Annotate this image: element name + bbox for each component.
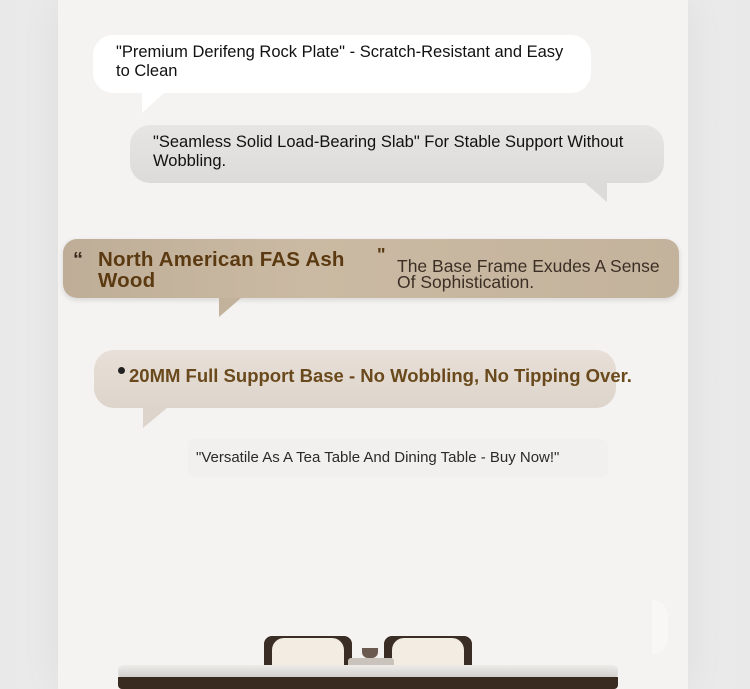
- bubble-tail: [142, 93, 164, 113]
- teacup-icon: [362, 648, 378, 658]
- speech-bubble-ash-wood: [63, 239, 679, 298]
- cta-text: "Versatile As A Tea Table And Dining Table - Buy Now!": [196, 449, 560, 466]
- bubble-title: North American FAS Ash Wood: [98, 248, 345, 292]
- bubble-text: 20MM Full Support Base - No Wobbling, No Tipping Over.: [129, 365, 632, 386]
- next-arrow-icon[interactable]: [652, 600, 668, 654]
- bullet-icon: [118, 367, 125, 374]
- bubble-text: "Premium Derifeng Rock Plate" - Scratch-Resistant and Easy to Clean: [116, 43, 564, 80]
- speech-bubble-rock-plate: [93, 35, 591, 93]
- table-edge: [118, 677, 618, 689]
- bubble-text: "Seamless Solid Load-Bearing Slab" For Stable Support Without Wobbling.: [153, 133, 624, 170]
- quote-close-icon: ": [377, 245, 386, 265]
- cta-versatile-buy-now[interactable]: [188, 439, 608, 477]
- speech-bubble-full-support-base: [94, 350, 632, 408]
- bubble-tail: [143, 408, 167, 428]
- bubble-description: The Base Frame Exudes A Sense Of Sophistication.: [397, 256, 660, 292]
- bubble-tail: [219, 298, 241, 317]
- speech-bubble-solid-slab: [130, 125, 664, 183]
- quote-open-icon: “: [73, 249, 83, 271]
- product-image-table: [100, 600, 640, 689]
- bubble-tail: [585, 183, 607, 202]
